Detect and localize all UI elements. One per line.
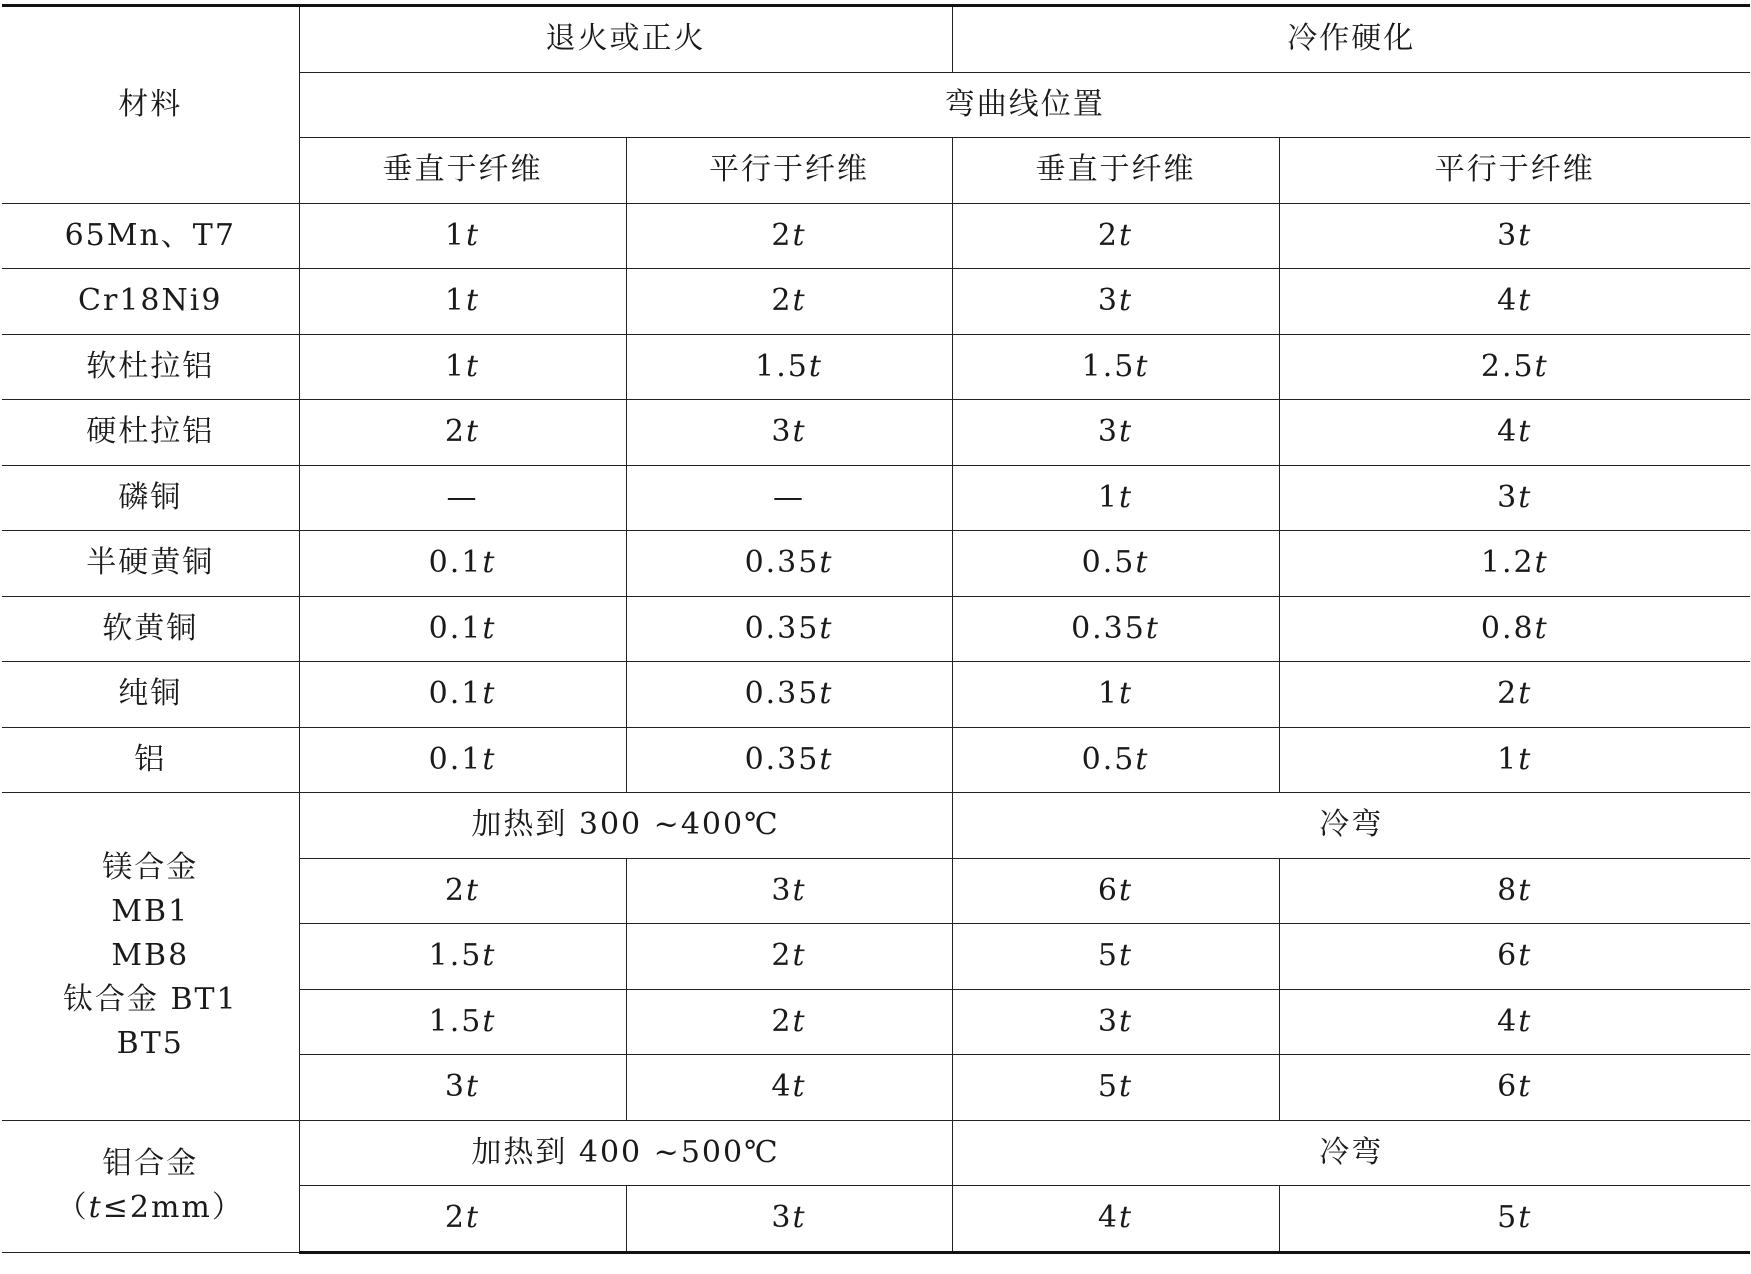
- alloy-line: MB8: [111, 938, 190, 974]
- bend-radius-value: [299, 465, 626, 531]
- cell-value: 2: [771, 283, 793, 319]
- cell-value: 2: [1497, 676, 1519, 712]
- material-header: 材料: [2, 6, 299, 204]
- thickness-unit: t: [466, 414, 481, 450]
- thickness-unit: t: [819, 610, 834, 646]
- bend-radius-value: [626, 203, 952, 269]
- cell-value: 2: [444, 1200, 467, 1236]
- bend-radius-value: [626, 662, 952, 728]
- material-name: Cr18Ni9: [2, 269, 299, 335]
- cell-value: 1.5: [1081, 348, 1136, 384]
- cell-value: 3: [1097, 283, 1120, 319]
- thickness-unit: t: [1518, 479, 1533, 515]
- thickness-unit: t: [482, 741, 497, 777]
- parallel-header-2: 平行于纤维: [1279, 138, 1750, 204]
- cell-value: 1: [444, 348, 467, 384]
- bend-radius-value: [626, 269, 952, 335]
- table-row: [2, 531, 1750, 597]
- paren-open: （: [56, 1190, 89, 1225]
- bend-radius-value: [299, 924, 626, 990]
- bend-radius-value: [1279, 989, 1750, 1055]
- bend-radius-value: [626, 400, 952, 466]
- bend-radius-value: [952, 465, 1279, 531]
- cell-value: 3: [1097, 414, 1120, 450]
- thickness-unit: t: [466, 1200, 481, 1236]
- cell-value: 6: [1097, 872, 1120, 908]
- thickness-unit: t: [1119, 283, 1134, 319]
- cell-value: 3: [771, 414, 793, 450]
- bend-radius-value: [299, 858, 626, 924]
- alloy-line: MB1: [111, 894, 190, 930]
- bend-radius-value: [299, 334, 626, 400]
- cell-value: 1: [1097, 479, 1120, 515]
- thickness-unit: t: [819, 676, 834, 712]
- material-name: 纯铜: [2, 662, 299, 728]
- alloy-line: BT5: [116, 1026, 184, 1062]
- min-bend-radius-table: [2, 4, 1750, 1254]
- parallel-header-1: 平行于纤维: [626, 138, 952, 204]
- heating-condition: 加热到 400 ~500℃: [299, 1120, 952, 1186]
- cold-worked-header: 冷作硬化: [952, 6, 1750, 73]
- thickness-unit: t: [1534, 348, 1549, 384]
- thickness-unit: t: [482, 938, 497, 974]
- bend-radius-value: [626, 1055, 952, 1121]
- thickness-unit: t: [1119, 1069, 1134, 1105]
- header-row-1: [2, 6, 1750, 73]
- bend-radius-value: [1279, 596, 1750, 662]
- table-row: [2, 465, 1750, 531]
- bend-radius-value: [626, 989, 952, 1055]
- mg-ti-alloy-label: [2, 793, 299, 1121]
- cell-value: 0.1: [428, 545, 483, 581]
- bend-radius-value: [299, 989, 626, 1055]
- bend-radius-value: [1279, 334, 1750, 400]
- bend-radius-value: [626, 858, 952, 924]
- bend-radius-value: [952, 1186, 1279, 1253]
- cell-value: 2: [444, 414, 467, 450]
- bend-radius-value: [299, 531, 626, 597]
- cell-value: 1.5: [428, 938, 483, 974]
- bend-radius-value: [299, 269, 626, 335]
- alloy-line: 钼合金: [102, 1146, 199, 1181]
- cell-value: 8: [1497, 872, 1519, 908]
- bend-radius-value: [1279, 531, 1750, 597]
- table-row: [2, 203, 1750, 269]
- material-name: 软黄铜: [2, 596, 299, 662]
- bend-radius-value: [952, 727, 1279, 793]
- thickness-unit: t: [1135, 545, 1150, 581]
- cell-value: 3: [444, 1069, 467, 1105]
- cell-value: 1: [1097, 676, 1120, 712]
- cell-value: 0.35: [744, 545, 820, 581]
- cell-value: 0.35: [1071, 610, 1146, 646]
- thickness-unit: t: [792, 414, 807, 450]
- thickness-unit: t: [1119, 872, 1134, 908]
- cell-value: 0.35: [744, 741, 820, 777]
- mo-condition-row: [2, 1120, 1750, 1186]
- thickness-unit: t: [1135, 741, 1150, 777]
- bend-radius-value: [952, 596, 1279, 662]
- bend-radius-value: [299, 1186, 626, 1253]
- table-row: [2, 596, 1750, 662]
- mg-ti-condition-row: [2, 793, 1750, 859]
- thickness-unit: t: [808, 348, 823, 384]
- thickness-limit: ≤2mm）: [102, 1190, 244, 1225]
- bend-radius-value: [299, 727, 626, 793]
- annealed-header: 退火或正火: [299, 6, 952, 73]
- thickness-unit: t: [1145, 610, 1160, 646]
- bend-radius-value: [1279, 662, 1750, 728]
- bend-radius-value: [299, 1055, 626, 1121]
- cell-value: 3: [771, 872, 793, 908]
- thickness-unit: t: [482, 1003, 497, 1039]
- table-row: [2, 400, 1750, 466]
- table-row: [2, 662, 1750, 728]
- cell-value: 0.8: [1480, 610, 1535, 646]
- thickness-unit: t: [1119, 414, 1134, 450]
- bend-radius-value: [299, 662, 626, 728]
- thickness-unit: t: [1534, 610, 1549, 646]
- thickness-unit: t: [1119, 217, 1134, 253]
- cell-value: 1.2: [1480, 545, 1535, 581]
- material-name: 65Mn、T7: [2, 203, 299, 269]
- thickness-unit: t: [466, 348, 481, 384]
- thickness-unit: t: [792, 217, 807, 253]
- bend-radius-value: [626, 727, 952, 793]
- thickness-unit: t: [1119, 1003, 1134, 1039]
- cell-value: 0.35: [744, 676, 820, 712]
- thickness-unit: t: [1135, 348, 1150, 384]
- cell-value: 4: [1497, 1003, 1519, 1039]
- bend-radius-value: [952, 203, 1279, 269]
- bend-radius-value: [952, 924, 1279, 990]
- cell-value: 4: [1497, 283, 1519, 319]
- mo-alloy-label: [2, 1120, 299, 1252]
- alloy-line: 镁合金: [102, 850, 199, 886]
- bend-radius-value: [626, 334, 952, 400]
- thickness-unit: t: [466, 872, 481, 908]
- bend-radius-value: [626, 1186, 952, 1253]
- bend-radius-value: [626, 596, 952, 662]
- thickness-unit: t: [482, 610, 497, 646]
- thickness-unit: t: [1534, 545, 1549, 581]
- cell-value: 1.5: [428, 1003, 483, 1039]
- bend-radius-value: [1279, 269, 1750, 335]
- bend-radius-value: [299, 596, 626, 662]
- thickness-unit: t: [792, 1069, 807, 1105]
- thickness-unit: t: [1518, 217, 1533, 253]
- material-name: 软杜拉铝: [2, 334, 299, 400]
- cell-value: 5: [1497, 1200, 1519, 1236]
- cold-bend-condition: 冷弯: [952, 793, 1750, 859]
- thickness-unit: t: [1518, 1200, 1533, 1236]
- thickness-unit: t: [1119, 1200, 1134, 1236]
- bend-radius-value: [1279, 400, 1750, 466]
- cell-value: 5: [1097, 1069, 1120, 1105]
- cell-value: 1.5: [755, 348, 809, 384]
- cell-value: 6: [1497, 1069, 1519, 1105]
- thickness-unit: t: [1518, 1003, 1533, 1039]
- bend-radius-value: [1279, 727, 1750, 793]
- bend-radius-value: [952, 531, 1279, 597]
- table-row: [2, 334, 1750, 400]
- bend-radius-value: [1279, 203, 1750, 269]
- thickness-unit: t: [819, 545, 834, 581]
- thickness-unit: t: [466, 217, 481, 253]
- thickness-unit: t: [482, 676, 497, 712]
- material-name: 半硬黄铜: [2, 531, 299, 597]
- cell-value: 4: [771, 1069, 793, 1105]
- thickness-variable: t: [88, 1190, 103, 1225]
- thickness-unit: t: [1518, 676, 1533, 712]
- cell-value: 0.5: [1081, 545, 1136, 581]
- bend-radius-value: [299, 400, 626, 466]
- cell-value: 4: [1097, 1200, 1120, 1236]
- bend-radius-value: [952, 989, 1279, 1055]
- perpendicular-header-2: 垂直于纤维: [952, 138, 1279, 204]
- cell-value: 0.1: [428, 741, 483, 777]
- thickness-unit: t: [1119, 938, 1134, 974]
- table-row: [2, 269, 1750, 335]
- thickness-unit: t: [466, 1069, 481, 1105]
- thickness-unit: t: [792, 1003, 807, 1039]
- cell-value: 4: [1497, 414, 1519, 450]
- thickness-unit: t: [1119, 676, 1134, 712]
- cell-value: 0.5: [1081, 741, 1136, 777]
- bend-radius-value: [1279, 1186, 1750, 1253]
- bend-radius-value: [1279, 1055, 1750, 1121]
- alloy-line: 钛合金 BT1: [62, 982, 238, 1018]
- cell-value: 0.35: [744, 610, 820, 646]
- thickness-unit: t: [1518, 414, 1533, 450]
- cold-bend-condition: 冷弯: [952, 1120, 1750, 1186]
- bend-radius-value: [952, 269, 1279, 335]
- cell-value: 1: [1497, 741, 1519, 777]
- material-name: 硬杜拉铝: [2, 400, 299, 466]
- cell-value: 2: [771, 1003, 793, 1039]
- table-row: [2, 727, 1750, 793]
- cell-value: 1: [444, 217, 467, 253]
- cell-value: 3: [1497, 217, 1519, 253]
- cell-value: —: [446, 479, 479, 515]
- cell-value: 1: [444, 283, 467, 319]
- cell-value: 2: [1097, 217, 1120, 253]
- cell-value: —: [773, 479, 805, 515]
- cell-value: 5: [1097, 938, 1120, 974]
- thickness-unit: t: [1119, 479, 1134, 515]
- thickness-unit: t: [466, 283, 481, 319]
- heating-condition: 加热到 300 ~400℃: [299, 793, 952, 859]
- bend-radius-value: [952, 400, 1279, 466]
- cell-value: 2.5: [1480, 348, 1535, 384]
- thickness-unit: t: [792, 283, 807, 319]
- cell-value: 2: [771, 217, 793, 253]
- bend-radius-value: [952, 662, 1279, 728]
- bend-radius-value: [626, 465, 952, 531]
- bend-radius-value: [952, 1055, 1279, 1121]
- cell-value: 0.1: [428, 676, 483, 712]
- thickness-unit: t: [792, 872, 807, 908]
- material-name: 磷铜: [2, 465, 299, 531]
- perpendicular-header-1: 垂直于纤维: [299, 138, 626, 204]
- thickness-unit: t: [482, 545, 497, 581]
- cell-value: 2: [771, 938, 793, 974]
- thickness-unit: t: [1518, 283, 1533, 319]
- bend-radius-value: [626, 924, 952, 990]
- bend-radius-value: [1279, 924, 1750, 990]
- thickness-unit: t: [792, 938, 807, 974]
- cell-value: 3: [771, 1200, 793, 1236]
- cell-value: 2: [444, 872, 467, 908]
- material-name: 铝: [2, 727, 299, 793]
- cell-value: 3: [1497, 479, 1519, 515]
- bend-radius-value: [299, 203, 626, 269]
- thickness-unit: t: [1518, 741, 1533, 777]
- bend-radius-value: [1279, 465, 1750, 531]
- thickness-unit: t: [1518, 872, 1533, 908]
- cell-value: 0.1: [428, 610, 483, 646]
- bend-position-header: 弯曲线位置: [299, 72, 1750, 138]
- thickness-condition: [2, 1186, 299, 1230]
- cell-value: 3: [1097, 1003, 1120, 1039]
- bend-radius-value: [952, 334, 1279, 400]
- thickness-unit: t: [1518, 1069, 1533, 1105]
- thickness-unit: t: [819, 741, 834, 777]
- thickness-unit: t: [792, 1200, 807, 1236]
- bend-radius-value: [1279, 858, 1750, 924]
- thickness-unit: t: [1518, 938, 1533, 974]
- bend-radius-value: [626, 531, 952, 597]
- cell-value: 6: [1497, 938, 1519, 974]
- bend-radius-value: [952, 858, 1279, 924]
